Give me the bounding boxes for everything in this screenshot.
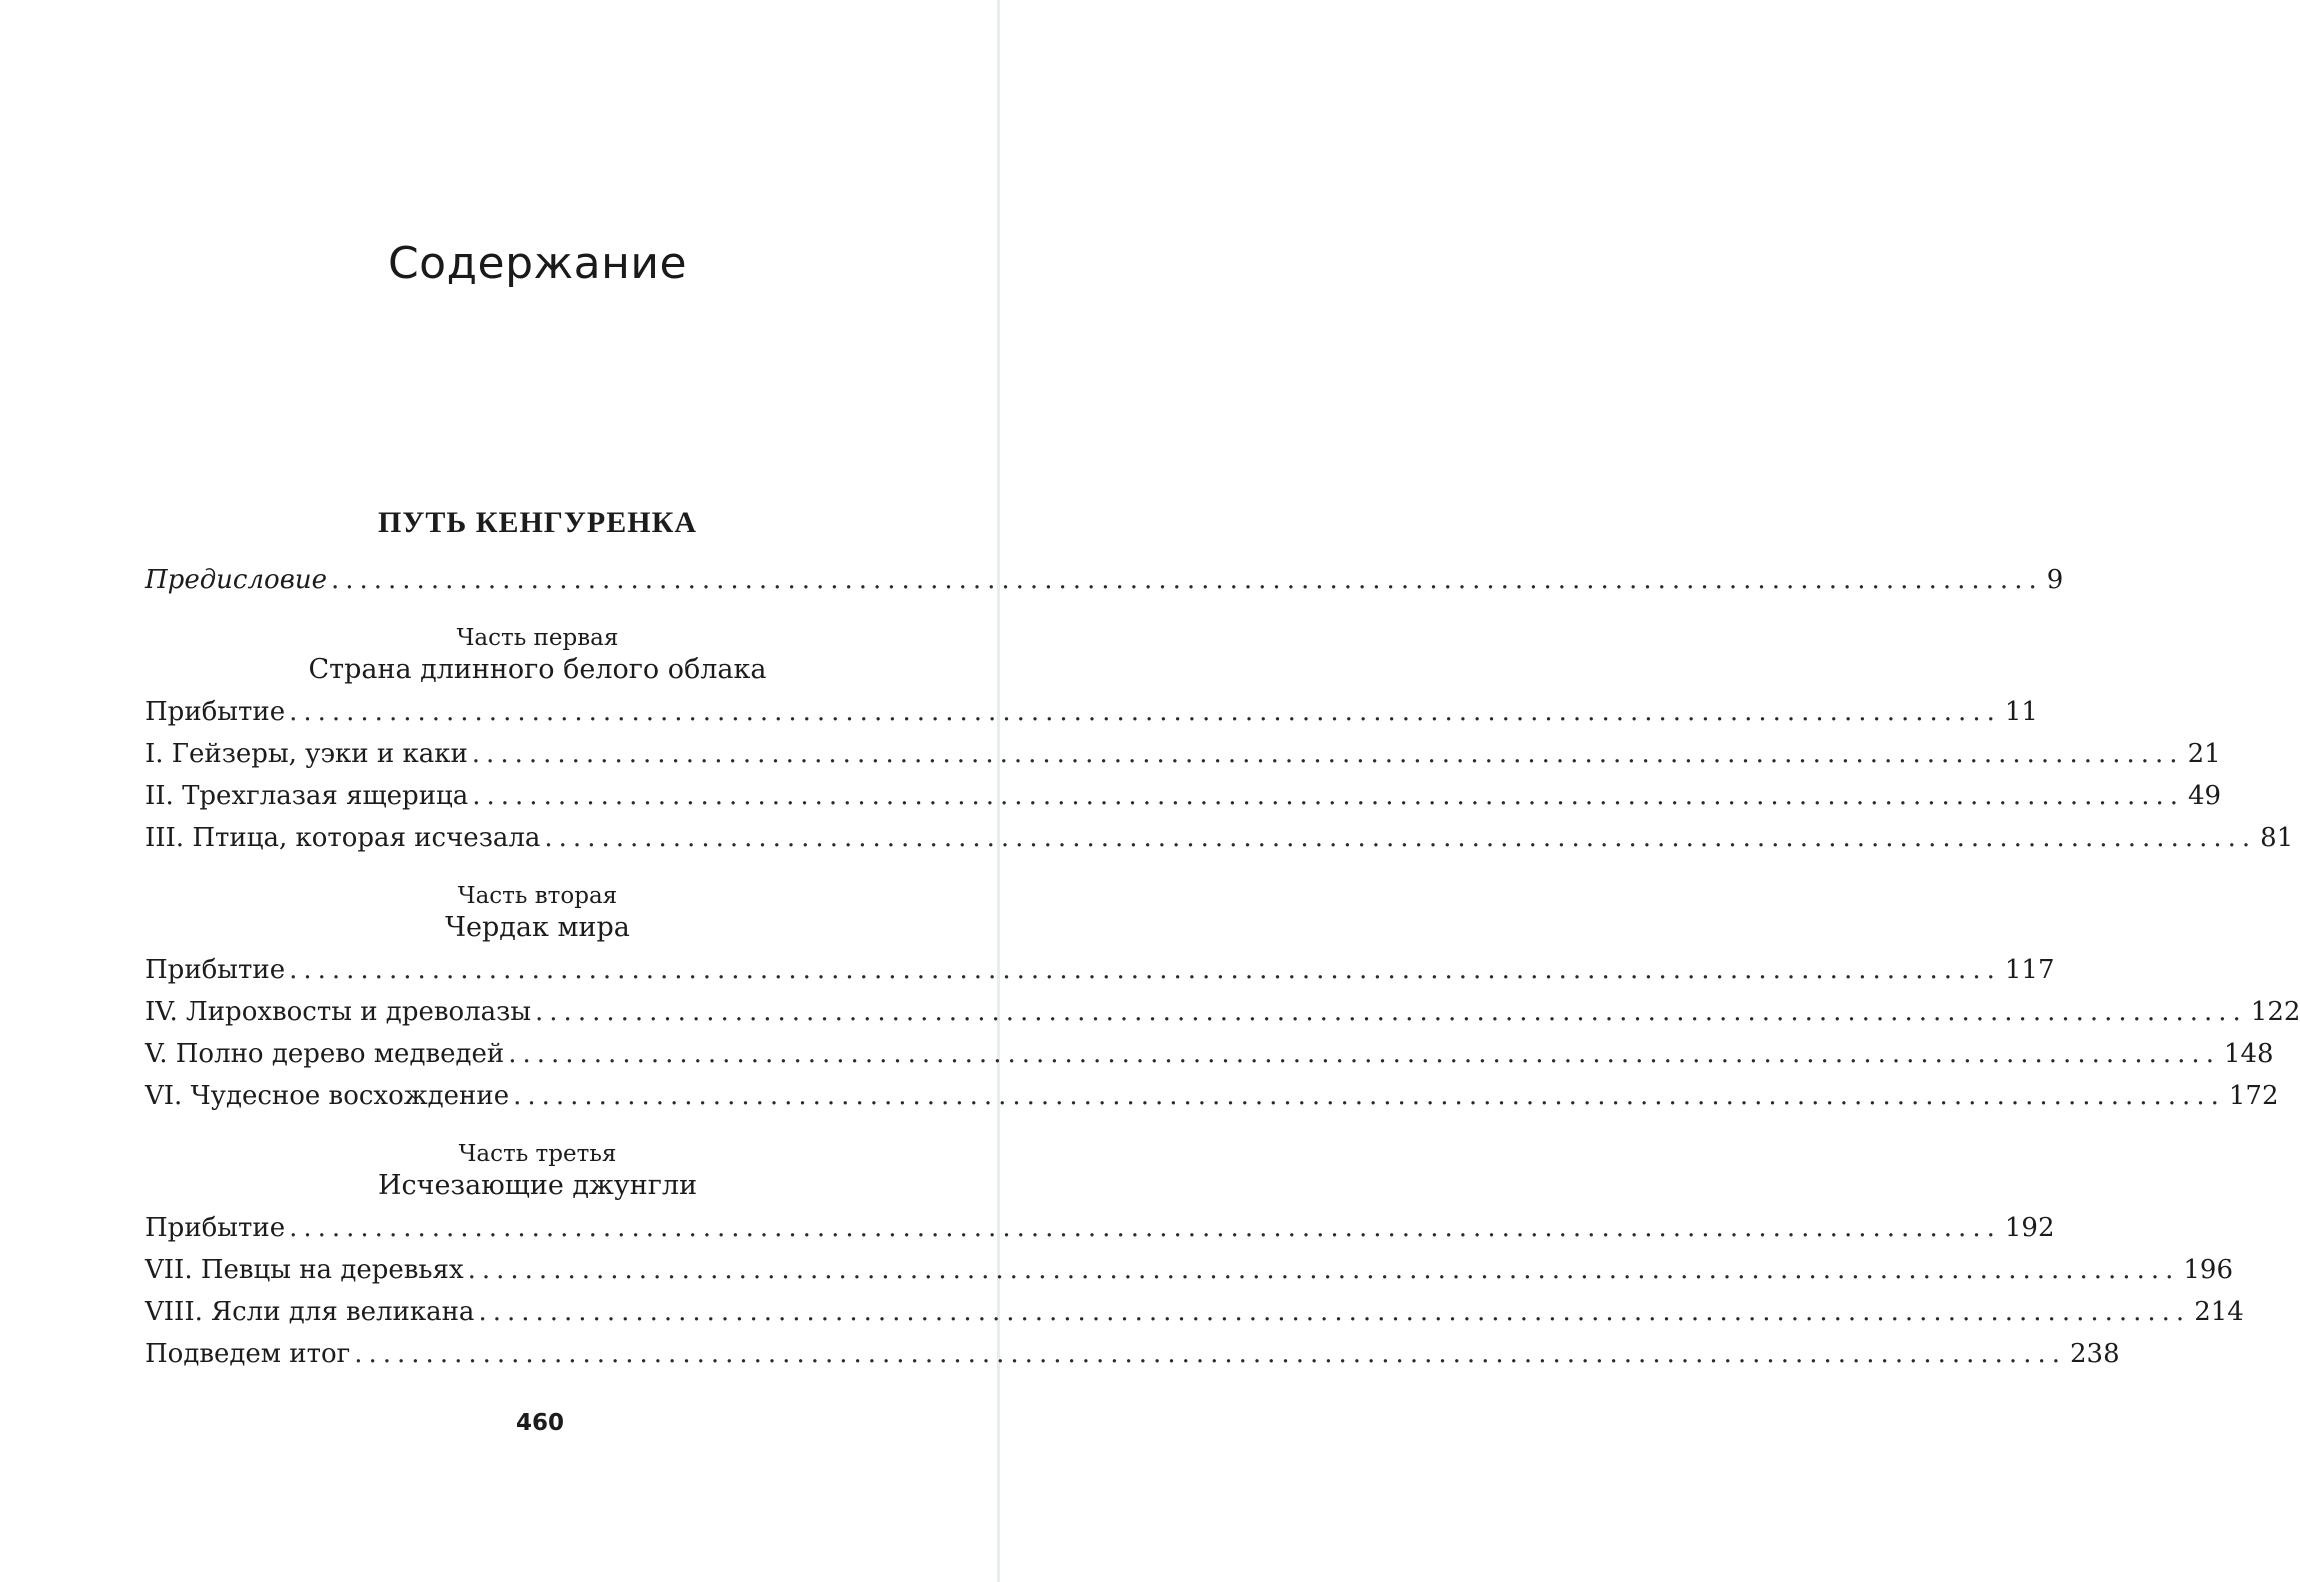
toc-leader-dots: ........................................................................................................................: [289, 697, 2001, 727]
toc-entry[interactable]: [145, 1252, 2234, 1288]
part-3-title: Исчезающие джунгли: [377, 1170, 698, 1201]
toc-entry-page: 81: [2260, 823, 2294, 853]
toc-entry-label: II. Трехглазая ящерица: [145, 781, 469, 811]
toc-entry[interactable]: [145, 952, 2055, 988]
toc-leader-dots: ........................................................................................................................: [508, 1039, 2220, 1069]
toc-entry-page: 21: [2187, 739, 2221, 769]
toc-leader-dots: ........................................................................................................................: [478, 1297, 2191, 1327]
part-2-title: Чердак мира: [445, 912, 630, 943]
toc-entry-label: VIII. Ясли для великана: [145, 1297, 475, 1327]
toc-leader-dots: ........................................................................................................................: [289, 1213, 2001, 1243]
toc-leader-dots: ........................................................................................................................: [513, 1081, 2225, 1111]
page-number: 460: [515, 1410, 564, 1436]
toc-leader-dots: ........................................................................................................................: [544, 823, 2257, 853]
part-3-heading: Часть третья: [458, 1141, 617, 1167]
toc-entry[interactable]: [145, 1036, 2274, 1072]
part-1-heading: Часть первая: [456, 625, 619, 651]
toc-entry-page: 196: [2183, 1255, 2234, 1285]
toc-entry-page: 172: [2228, 1081, 2279, 1111]
toc-leader-dots: ........................................................................................................................: [471, 739, 2184, 769]
toc-entry-page: 238: [2070, 1339, 2120, 1369]
toc-entry-label: V. Полно дерево медведей: [145, 1039, 505, 1069]
toc-entry-label: Прибытие: [145, 955, 286, 985]
toc-entry-label: Предисловие: [145, 565, 327, 595]
toc-leader-dots: ........................................................................................................................: [467, 1255, 2180, 1285]
toc-entry[interactable]: [145, 736, 2221, 772]
toc-entry-page: 214: [2194, 1297, 2244, 1327]
toc-entry-page: 117: [2004, 955, 2055, 985]
toc-entry[interactable]: [145, 1294, 2244, 1330]
toc-entry-page: 148: [2223, 1039, 2274, 1069]
toc-entry[interactable]: [145, 1210, 2055, 1246]
toc-entry[interactable]: [145, 820, 2294, 856]
toc-entry-page: 11: [2004, 697, 2038, 727]
toc-entry-label: Прибытие: [145, 697, 286, 727]
part-2-heading: Часть вторая: [457, 883, 618, 909]
page-title: Содержание: [387, 238, 688, 289]
toc-entry-label: III. Птица, которая исчезала: [145, 823, 541, 853]
toc-entry-page: 9: [2046, 565, 2064, 595]
toc-entry[interactable]: [145, 1336, 2120, 1372]
toc-entry-page: 192: [2004, 1213, 2055, 1243]
toc-entry-label: I. Гейзеры, уэки и каки: [145, 739, 468, 769]
toc-entry-page: 122: [2250, 997, 2300, 1027]
toc-entry-label: VI. Чудесное восхождение: [145, 1081, 510, 1111]
toc-leader-dots: ........................................................................................................................: [472, 781, 2185, 811]
toc-entry-preface[interactable]: [145, 562, 2064, 598]
toc-entry-label: IV. Лирохвосты и древолазы: [145, 997, 532, 1027]
toc-entry-page: 49: [2188, 781, 2222, 811]
part-1-title: Страна длинного белого облака: [308, 654, 767, 685]
toc-entry-label: VII. Певцы на деревьях: [145, 1255, 464, 1285]
toc-leader-dots: ........................................................................................................................: [354, 1339, 2066, 1369]
toc-entry[interactable]: [145, 1078, 2279, 1114]
toc-entry[interactable]: [145, 694, 2038, 730]
book-title: ПУТЬ КЕНГУРЕНКА: [378, 506, 697, 539]
toc-leader-dots: ........................................................................................................................: [535, 997, 2247, 1027]
toc-entry[interactable]: [145, 994, 2300, 1030]
toc-leader-dots: ........................................................................................................................: [330, 565, 2043, 595]
toc-entry[interactable]: [145, 778, 2222, 814]
toc-leader-dots: ........................................................................................................................: [289, 955, 2001, 985]
toc-entry-label: Подведем итог: [145, 1339, 351, 1369]
toc-entry-label: Прибытие: [145, 1213, 286, 1243]
